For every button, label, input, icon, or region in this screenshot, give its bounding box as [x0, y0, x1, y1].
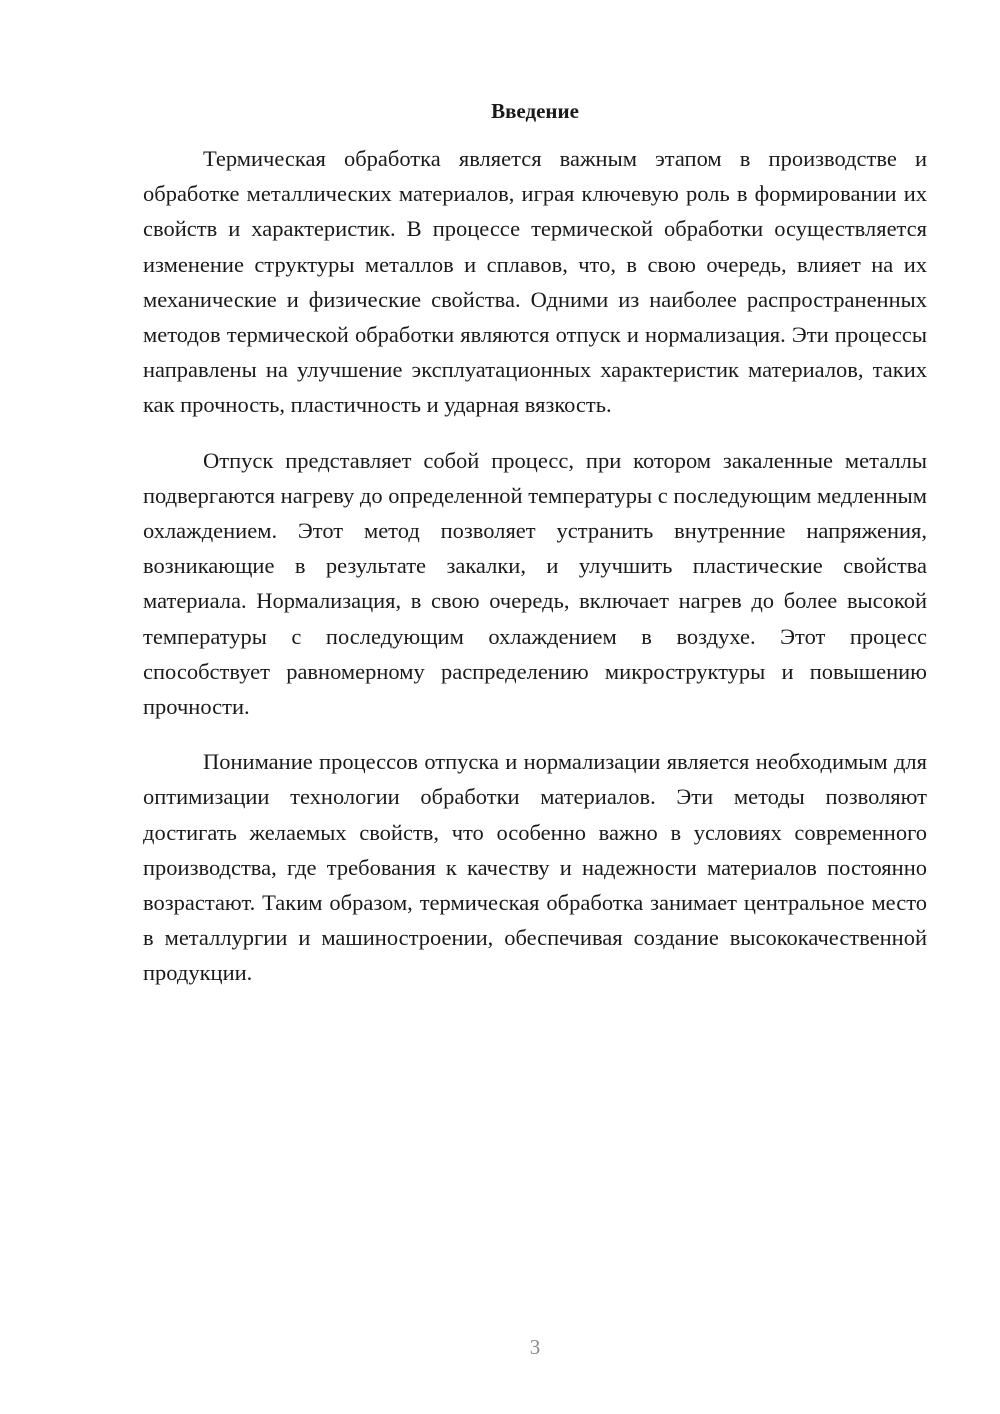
paragraph-3: Понимание процессов отпуска и нормализации является необходимым для оптимизации технологии обработки материалов. Эти методы позволяют достигать желаемых свойств, что особенно важно в условиях современного производства, где требования к качеству и надежности материалов постоянно возрастают. Таким образом, термическая обработка занимает центральное место в металлургии и машиностроении, обеспечивая создание высококачественной продукции.	[143, 749, 927, 986]
page-number: 3	[529, 1335, 541, 1359]
paragraph-2: Отпуск представляет собой процесс, при котором закаленные металлы подвергаются нагреву до определенной температуры с последующим медленным охлаждением. Этот метод позволяет устранить внутренние напряжения, возникающие в результате закалки, и улучшить пластические свойства материала. Нормализация, в свою очередь, включает нагрев до более высокой температуры с последующим охлаждением в воздухе. Этот процесс способствует равномерному распределению микроструктуры и повышению прочности.	[143, 447, 927, 720]
paragraph-1: Термическая обработка является важным этапом в производстве и обработке металлических материалов, играя ключевую роль в формировании их свойств и характеристик. В процессе термической обработки осуществляется изменение структуры металлов и сплавов, что, в свою очередь, влияет на их механические и физические свойства. Одними из наиболее распространенных методов термической обработки являются отпуск и нормализация. Эти процессы направлены на улучшение эксплуатационных характеристик материалов, таких как прочность, пластичность и ударная вязкость.	[143, 146, 927, 418]
page-title: Введение	[491, 99, 579, 123]
body-text	[143, 141, 927, 1011]
